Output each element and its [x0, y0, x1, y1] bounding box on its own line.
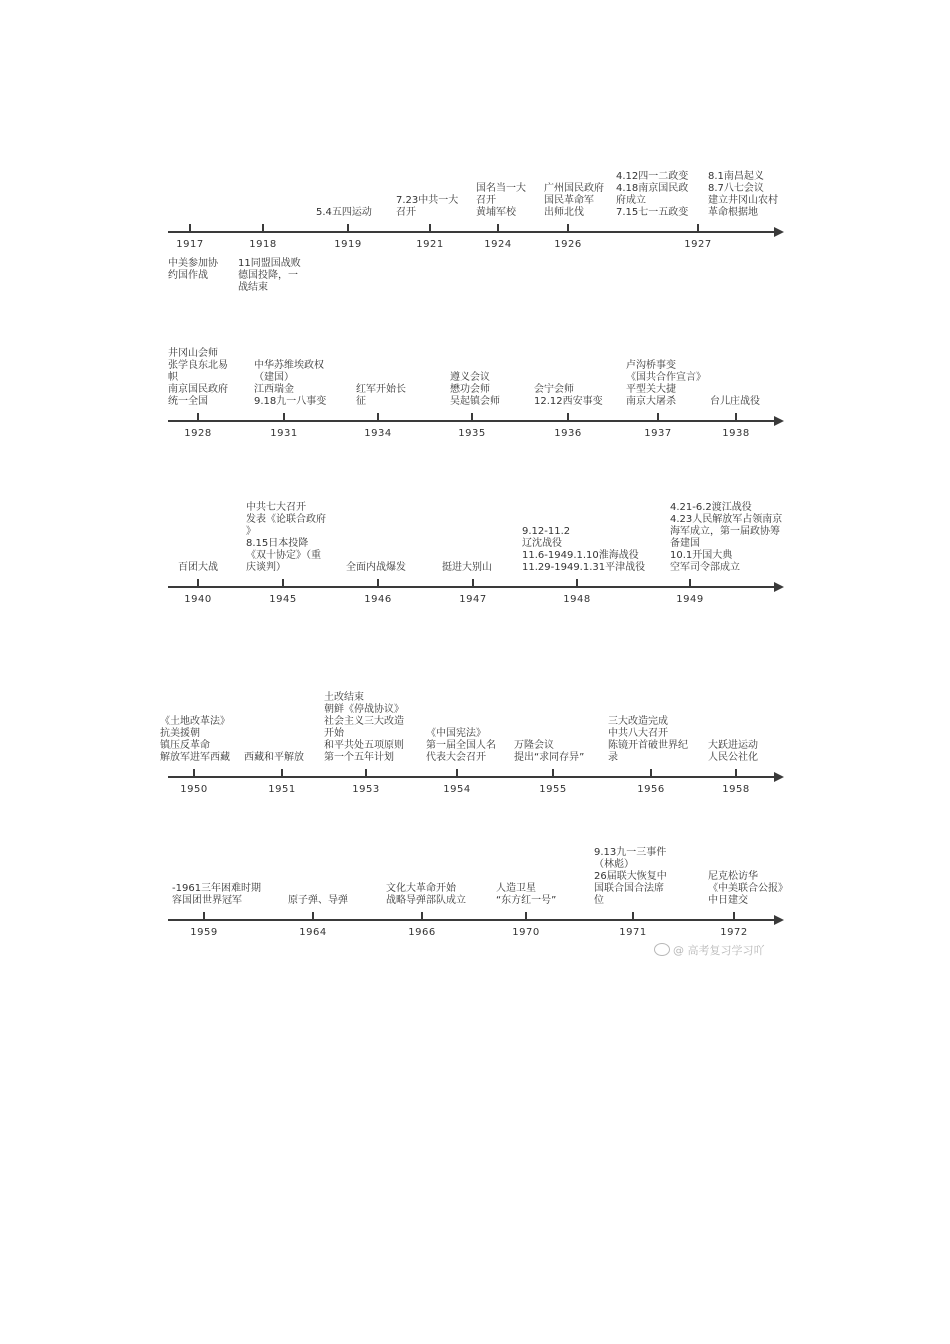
event-block [168, 348, 228, 408]
event-block [396, 195, 458, 219]
event-line: 台儿庄战役 [710, 396, 760, 407]
event-line: 镇压反革命 [160, 740, 210, 751]
event-line: 《中国宪法》 [426, 728, 486, 739]
event-line: 朝鲜《停战协议》 [324, 704, 404, 715]
year-tick [262, 224, 264, 232]
event-line: 中美参加协 [168, 258, 218, 269]
event-line: 7.15七一五政变 [616, 207, 689, 218]
event-block [168, 258, 218, 282]
event-line: 革命根据地 [708, 207, 758, 218]
year-tick [576, 579, 578, 587]
year-label: 1931 [270, 428, 298, 439]
event-line: 征 [356, 396, 366, 407]
year-tick [203, 912, 205, 920]
event-line: 统一全国 [168, 396, 208, 407]
year-label: 1953 [352, 784, 380, 795]
event-line: 原子弹、导弹 [288, 895, 348, 906]
event-line: 备建国 [670, 538, 700, 549]
event-line: 百团大战 [178, 562, 218, 573]
event-line: 陈镜开首破世界纪 [608, 740, 688, 751]
event-block [356, 384, 406, 408]
event-block [708, 871, 788, 907]
event-line: 中共八大召开 [608, 728, 668, 739]
event-line: 大跃进运动 [708, 740, 758, 751]
arrow-right-icon [774, 227, 784, 237]
year-label: 1956 [637, 784, 665, 795]
event-line: 10.1开国大典 [670, 550, 733, 561]
event-block [316, 207, 372, 219]
year-tick [497, 224, 499, 232]
arrow-right-icon [774, 915, 784, 925]
event-line: 4.23人民解放军占领南京 [670, 514, 783, 525]
event-line: 录 [608, 752, 618, 763]
event-line: 《国共合作宣言》 [626, 372, 706, 383]
event-line: 第一届全国人名 [426, 740, 496, 751]
event-line: 战略导弹部队成立 [386, 895, 466, 906]
year-tick [283, 413, 285, 421]
year-tick [197, 413, 199, 421]
event-line: 4.18南京国民政 [616, 183, 689, 194]
year-tick [347, 224, 349, 232]
event-line: 卢沟桥事变 [626, 360, 676, 371]
event-block [160, 716, 230, 764]
year-label: 1917 [176, 239, 204, 250]
event-line: 位 [594, 895, 604, 906]
event-line: -1961三年困难时期 [172, 883, 262, 894]
arrow-right-icon [774, 416, 784, 426]
event-line: 解放军进军西藏 [160, 752, 230, 763]
event-line: 出师北伐 [544, 207, 584, 218]
watermark [654, 942, 765, 958]
year-label: 1949 [676, 594, 704, 605]
event-block [534, 384, 603, 408]
year-tick [552, 769, 554, 777]
event-line: 建立井冈山农村 [708, 195, 778, 206]
event-block [178, 562, 218, 574]
year-label: 1972 [720, 927, 748, 938]
year-label: 1928 [184, 428, 212, 439]
event-line: 《土地改革法》 [160, 716, 230, 727]
event-line: 发表《论联合政府 [246, 514, 326, 525]
year-tick [689, 579, 691, 587]
event-line: 懋功会师 [450, 384, 490, 395]
event-line: 帜 [168, 372, 178, 383]
year-label: 1964 [299, 927, 327, 938]
year-label: 1936 [554, 428, 582, 439]
year-label: 1938 [722, 428, 750, 439]
year-label: 1924 [484, 239, 512, 250]
year-tick [282, 579, 284, 587]
event-line: 井冈山会师 [168, 348, 218, 359]
event-line: 召开 [476, 195, 496, 206]
year-label: 1958 [722, 784, 750, 795]
event-line: 提出“求同存异” [514, 752, 585, 763]
event-block [670, 502, 782, 574]
event-line: 战结束 [238, 282, 268, 293]
arrow-right-icon [774, 582, 784, 592]
event-line: 尼克松访华 [708, 871, 758, 882]
event-block [476, 183, 526, 219]
event-line: 开始 [324, 728, 344, 739]
year-label: 1970 [512, 927, 540, 938]
year-label: 1951 [268, 784, 296, 795]
event-block [346, 562, 406, 574]
event-line: 红军开始长 [356, 384, 406, 395]
year-label: 1934 [364, 428, 392, 439]
event-block [522, 526, 645, 574]
event-line: 庆谈判） [246, 562, 286, 573]
year-tick [189, 224, 191, 232]
event-line: 辽沈战役 [522, 538, 562, 549]
event-line: 文化大革命开始 [386, 883, 456, 894]
arrow-right-icon [774, 772, 784, 782]
event-line: 12.12西安事变 [534, 396, 603, 407]
year-tick [456, 769, 458, 777]
event-line: 5.4五四运动 [316, 207, 372, 218]
weibo-icon [654, 943, 670, 956]
year-label: 1940 [184, 594, 212, 605]
event-block [616, 171, 688, 219]
year-label: 1918 [249, 239, 277, 250]
event-block [708, 171, 778, 219]
year-tick [735, 769, 737, 777]
event-block [608, 716, 688, 764]
event-line: 》 [246, 526, 256, 537]
event-line: 人民公社化 [708, 752, 758, 763]
event-line: 国民革命军 [544, 195, 594, 206]
event-block [450, 372, 500, 408]
year-label: 1959 [190, 927, 218, 938]
watermark-text: @ 高考复习学习吖 [673, 944, 765, 957]
year-label: 1927 [684, 239, 712, 250]
year-label: 1946 [364, 594, 392, 605]
event-line: （建国） [254, 372, 294, 383]
year-tick [650, 769, 652, 777]
event-line: 黄埔军校 [476, 207, 516, 218]
event-line: 约国作战 [168, 270, 208, 281]
timeline-axis [168, 776, 776, 778]
year-tick [429, 224, 431, 232]
year-label: 1966 [408, 927, 436, 938]
year-label: 1935 [458, 428, 486, 439]
event-line: “东方红一号” [496, 895, 557, 906]
event-line: 南京国民政府 [168, 384, 228, 395]
event-line: 平型关大捷 [626, 384, 676, 395]
event-line: 西藏和平解放 [244, 752, 304, 763]
event-block [496, 883, 556, 907]
year-tick [697, 224, 699, 232]
event-line: 8.1南昌起义 [708, 171, 764, 182]
event-line: 代表大会召开 [426, 752, 486, 763]
event-line: 土改结束 [324, 692, 364, 703]
event-line: 11同盟国战败 [238, 258, 301, 269]
event-line: 国名当一大 [476, 183, 526, 194]
year-tick [193, 769, 195, 777]
event-line: 9.18九一八事变 [254, 396, 327, 407]
year-label: 1937 [644, 428, 672, 439]
year-label: 1947 [459, 594, 487, 605]
event-line: 遵义会议 [450, 372, 490, 383]
event-block [710, 396, 760, 408]
event-line: 海军成立，第一届政协筹 [670, 526, 780, 537]
event-line: 万隆会议 [514, 740, 554, 751]
event-line: 9.13九一三事件 [594, 847, 667, 858]
year-tick [735, 413, 737, 421]
year-tick [365, 769, 367, 777]
event-line: 广州国民政府 [544, 183, 604, 194]
event-line: 人造卫星 [496, 883, 536, 894]
year-tick [632, 912, 634, 920]
event-line: 《双十协定》（重 [246, 550, 321, 561]
event-line: 会宁会师 [534, 384, 574, 395]
year-tick [377, 579, 379, 587]
event-line: 江西瑞金 [254, 384, 294, 395]
year-tick [472, 579, 474, 587]
year-label: 1950 [180, 784, 208, 795]
event-block [594, 847, 667, 907]
event-block [626, 360, 706, 408]
year-tick [567, 413, 569, 421]
year-tick [525, 912, 527, 920]
event-line: 全面内战爆发 [346, 562, 406, 573]
event-line: 挺进大别山 [442, 562, 492, 573]
event-line: 中华苏维埃政权 [254, 360, 324, 371]
year-tick [657, 413, 659, 421]
event-line: 吴起镇会师 [450, 396, 500, 407]
event-block [386, 883, 466, 907]
event-block [288, 895, 348, 907]
event-line: 社会主义三大改造 [324, 716, 404, 727]
year-label: 1948 [563, 594, 591, 605]
event-line: 4.21-6.2渡江战役 [670, 502, 752, 513]
event-line: 7.23中共一大 [396, 195, 459, 206]
year-label: 1945 [269, 594, 297, 605]
timeline-axis [168, 919, 776, 921]
event-line: 召开 [396, 207, 416, 218]
event-line: 11.6-1949.1.10淮海战役 [522, 550, 639, 561]
event-line: 和平共处五项原则 [324, 740, 404, 751]
year-tick [312, 912, 314, 920]
event-block [708, 740, 758, 764]
event-line: 中共七大召开 [246, 502, 306, 513]
year-tick [281, 769, 283, 777]
event-block [324, 692, 404, 764]
event-line: 8.7八七会议 [708, 183, 764, 194]
year-label: 1971 [619, 927, 647, 938]
event-line: 抗美援朝 [160, 728, 200, 739]
event-line: 11.29-1949.1.31平津战役 [522, 562, 646, 573]
event-line: 府成立 [616, 195, 646, 206]
year-tick [421, 912, 423, 920]
event-block [246, 502, 326, 574]
year-label: 1954 [443, 784, 471, 795]
event-line: 张学良东北易 [168, 360, 228, 371]
event-line: 南京大屠杀 [626, 396, 676, 407]
event-block [172, 883, 261, 907]
event-line: 三大改造完成 [608, 716, 668, 727]
event-line: 中日建交 [708, 895, 748, 906]
event-line: 4.12四一二政变 [616, 171, 689, 182]
event-line: 26届联大恢复中 [594, 871, 667, 882]
event-line: 空军司令部成立 [670, 562, 740, 573]
event-block [238, 258, 301, 294]
event-line: 德国投降，一 [238, 270, 298, 281]
event-line: 9.12-11.2 [522, 526, 571, 537]
event-block [514, 740, 584, 764]
year-tick [567, 224, 569, 232]
event-line: （林彪） [594, 859, 634, 870]
year-tick [377, 413, 379, 421]
event-line: 第一个五年计划 [324, 752, 394, 763]
timeline-axis [168, 231, 776, 233]
event-line: 《中美联合公报》 [708, 883, 788, 894]
year-tick [197, 579, 199, 587]
event-block [544, 183, 604, 219]
event-block [244, 752, 304, 764]
year-tick [733, 912, 735, 920]
event-line: 国联合国合法席 [594, 883, 664, 894]
event-line: 容国团世界冠军 [172, 895, 242, 906]
event-block [426, 728, 496, 764]
event-line: 8.15日本投降 [246, 538, 309, 549]
year-label: 1926 [554, 239, 582, 250]
year-label: 1921 [416, 239, 444, 250]
year-label: 1955 [539, 784, 567, 795]
event-block [442, 562, 492, 574]
event-block [254, 360, 326, 408]
year-tick [471, 413, 473, 421]
year-label: 1919 [334, 239, 362, 250]
